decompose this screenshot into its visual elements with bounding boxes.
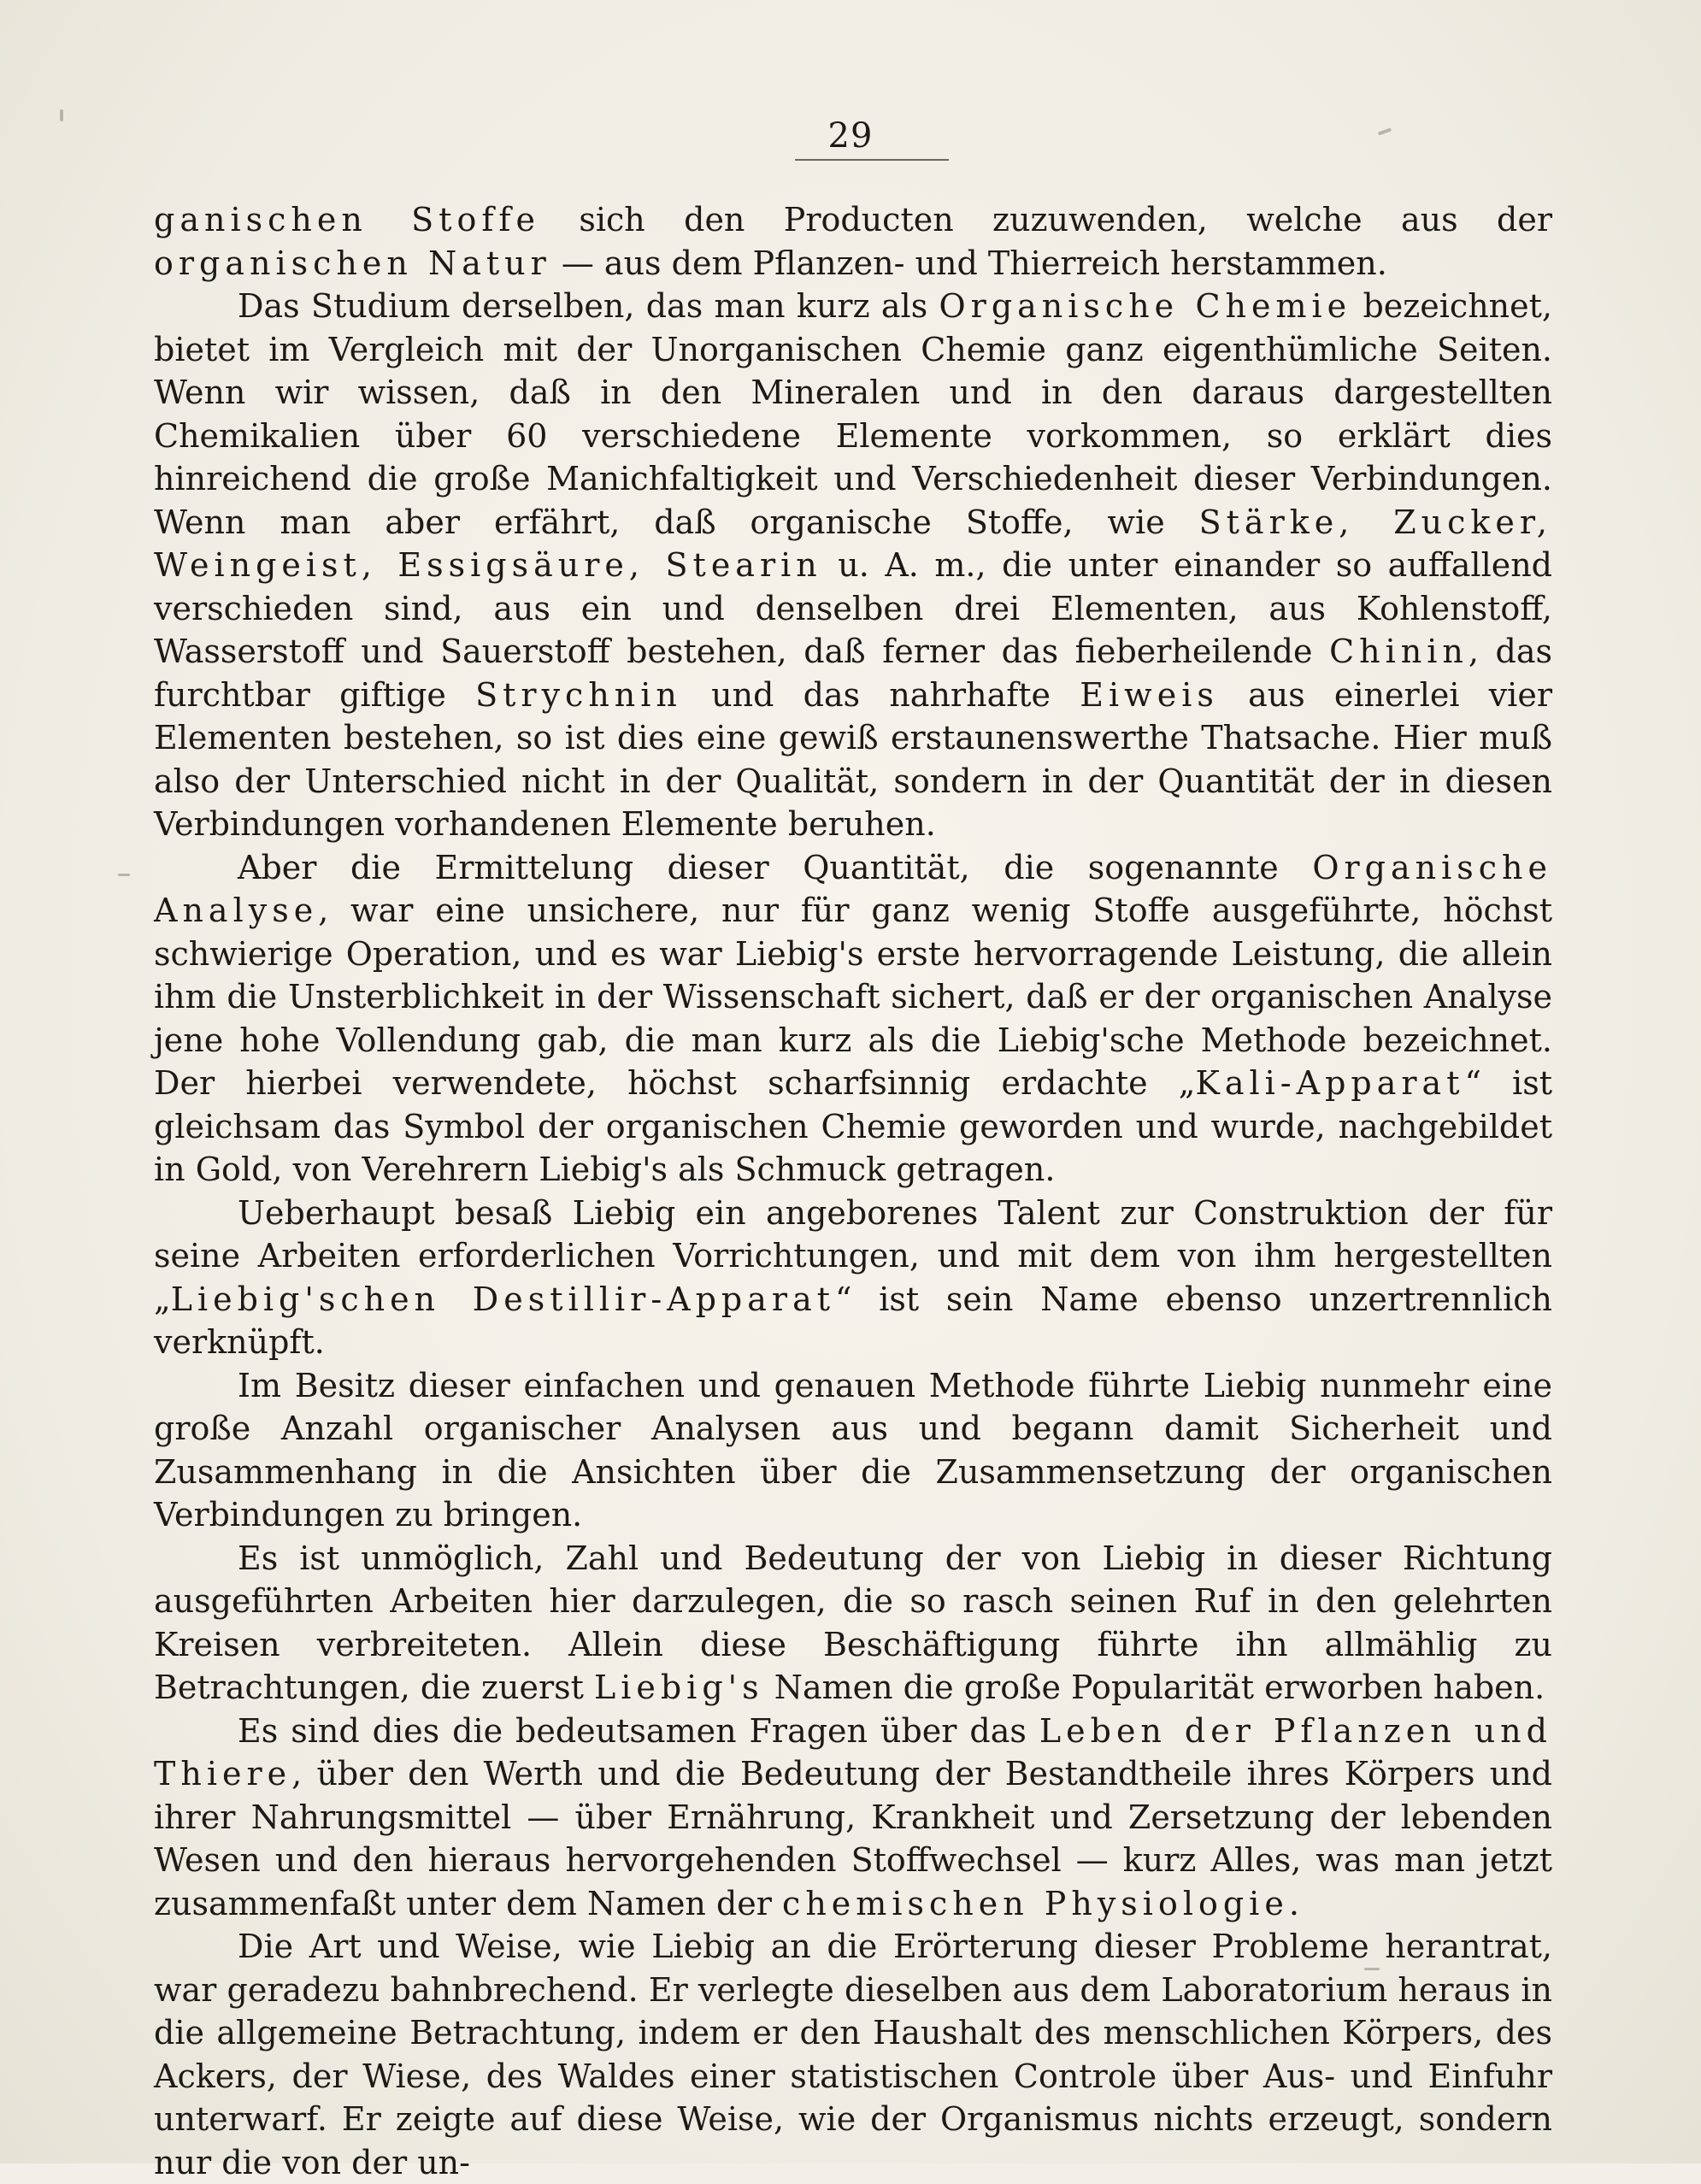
text-run: sich den Producten zuzuwenden, welche aus der xyxy=(539,201,1552,238)
emphasized-text: Strychnin xyxy=(475,675,682,714)
page-number-rule xyxy=(795,159,949,161)
paper-speck xyxy=(118,874,130,876)
emphasized-text: Eiweis xyxy=(1080,675,1219,714)
paragraph xyxy=(154,1537,1552,1710)
text-run: “ ist gleichsam das Symbol der organischen Chemie geworden und wurde, nachgebildet in Gold, von Verehrern Liebig's als Schmuck getragen. xyxy=(154,1064,1552,1188)
paragraph xyxy=(154,285,1552,846)
text-run: und das nahrhafte xyxy=(681,675,1080,714)
emphasized-text: Stärke, Zucker, Weingeist, Essigsäure, Stearin xyxy=(154,503,1552,584)
text-run: Ueberhaupt besaß Liebig ein angeborenes Talent zur Construktion der für seine Arbeiten erforderlichen Vorrichtungen, und mit dem von ihm hergestellten „ xyxy=(154,1193,1552,1318)
text-run: bezeichnet, bietet im Vergleich mit der Unorganischen Chemie ganz eigenthümliche Seiten. Wenn wir wissen, daß in den Mineralen und in den daraus dargestellten Chemikalien über 60 verschiedene Elemente vorkommen, so erklärt dies hinreichend die große Manichfaltigkeit und Verschiedenheit dieser Verbindungen. Wenn man aber erfährt, daß organische Stoffe, wie xyxy=(154,287,1552,541)
emphasized-text: Kali-Apparat xyxy=(1195,1064,1465,1102)
paragraph xyxy=(154,1925,1552,2184)
page-number: 29 xyxy=(827,116,874,156)
text-run: . xyxy=(1288,1884,1299,1922)
text-run: — aus dem Pflanzen- und Thierreich herstammen. xyxy=(550,244,1387,282)
text-run: Im Besitz dieser einfachen und genauen Methode führte Liebig nunmehr eine große Anzahl organischer Analysen aus und begann damit Sicherheit und Zusammenhang in die Ansichten über die Zusammensetzung der organischen Verbindungen zu bringen. xyxy=(154,1366,1552,1534)
emphasized-text: Organische Chemie xyxy=(939,287,1352,325)
emphasized-text: chemischen Physiologie xyxy=(782,1884,1289,1922)
text-run: , das furchtbar giftige xyxy=(154,633,1552,714)
emphasized-text: organischen Natur xyxy=(154,244,551,282)
text-run: Es ist unmöglich, Zahl und Bedeutung der von Liebig in dieser Richtung ausgeführten Arbeiten hier darzulegen, die so rasch seinen Ruf in den gelehrten Kreisen verbreiteten. Allein diese Beschäftigung führte ihn allmählig zu Betrachtungen, die zuerst xyxy=(154,1539,1552,1706)
emphasized-text: Liebig'schen Destillir-Apparat xyxy=(170,1280,835,1318)
text-run: Die Art und Weise, wie Liebig an die Erörterung dieser Probleme herantrat, war geradezu bahnbrechend. Er verlegte dieselben aus dem Laboratorium heraus in die allgemeine Betrachtung, indem er den Haushalt des menschlichen Körpers, des Ackers, der Wiese, des Waldes einer statistischen Controle über Aus- und Einfuhr unterwarf. Er zeigte auf diese Weise, wie der Organismus nichts erzeugt, sondern nur die von der un- xyxy=(154,1928,1552,2181)
paper-speck xyxy=(60,109,63,121)
text-run: Aber die Ermittelung dieser Quantität, die sogenannte xyxy=(238,848,1313,886)
paragraph xyxy=(154,1192,1552,1364)
text-run: , war eine unsichere, nur für ganz wenig Stoffe ausgeführte, höchst schwierige Operation, und es war Liebig's erste hervorragende Leistung, die allein ihm die Unsterblichkeit in der Wissenschaft sichert, daß er der organischen Analyse jene hohe Vollendung gab, die man kurz als die Liebig'sche Methode bezeichnet. Der hierbei verwendete, höchst scharfsinnig erdachte „ xyxy=(154,892,1552,1102)
text-run: Das Studium derselben, das man kurz als xyxy=(238,287,939,325)
paragraph xyxy=(154,198,1552,285)
paragraph xyxy=(154,1364,1552,1537)
body-text xyxy=(154,198,1552,2184)
emphasized-text: Organische Analyse xyxy=(154,848,1552,929)
text-run: Namen die große Popularität erworben haben. xyxy=(763,1669,1545,1706)
emphasized-text: Chinin xyxy=(1329,633,1469,670)
text-run: , über den Werth und die Bedeutung der Bestandtheile ihres Körpers und ihrer Nahrungsmittel — über Ernährung, Krankheit und Zersetzung der lebenden Wesen und den hieraus hervorgehenden Stoffwechsel — kurz Alles, was man jetzt zusammenfaßt unter dem Namen der xyxy=(154,1755,1552,1922)
emphasized-text: ganischen Stoffe xyxy=(154,201,540,238)
paragraph xyxy=(154,1710,1552,1926)
paragraph xyxy=(154,846,1552,1192)
emphasized-text: Leben der Pflanzen und Thiere xyxy=(154,1711,1552,1793)
text-run: aus einerlei vier Elementen bestehen, so ist dies eine gewiß erstaunenswerthe Thatsache. Hier muß also der Unterschied nicht in der Qualität, sondern in der Quantität der in diesen Verbindungen vorhandenen Elemente beruhen. xyxy=(154,675,1552,843)
text-run: u. A. m., die unter einander so auffallend verschieden sind, aus ein und denselben drei Elementen, aus Kohlenstoff, Wasserstoff und Sauerstoff bestehen, daß ferner das fieberheilende xyxy=(154,546,1553,670)
emphasized-text: Liebig's xyxy=(593,1669,764,1706)
text-run: “ ist sein Name ebenso unzertrennlich verknüpft. xyxy=(154,1280,1553,1361)
paper-speck xyxy=(1364,1968,1380,1970)
text-run: Es sind dies die bedeutsamen Fragen über das xyxy=(238,1711,1039,1750)
